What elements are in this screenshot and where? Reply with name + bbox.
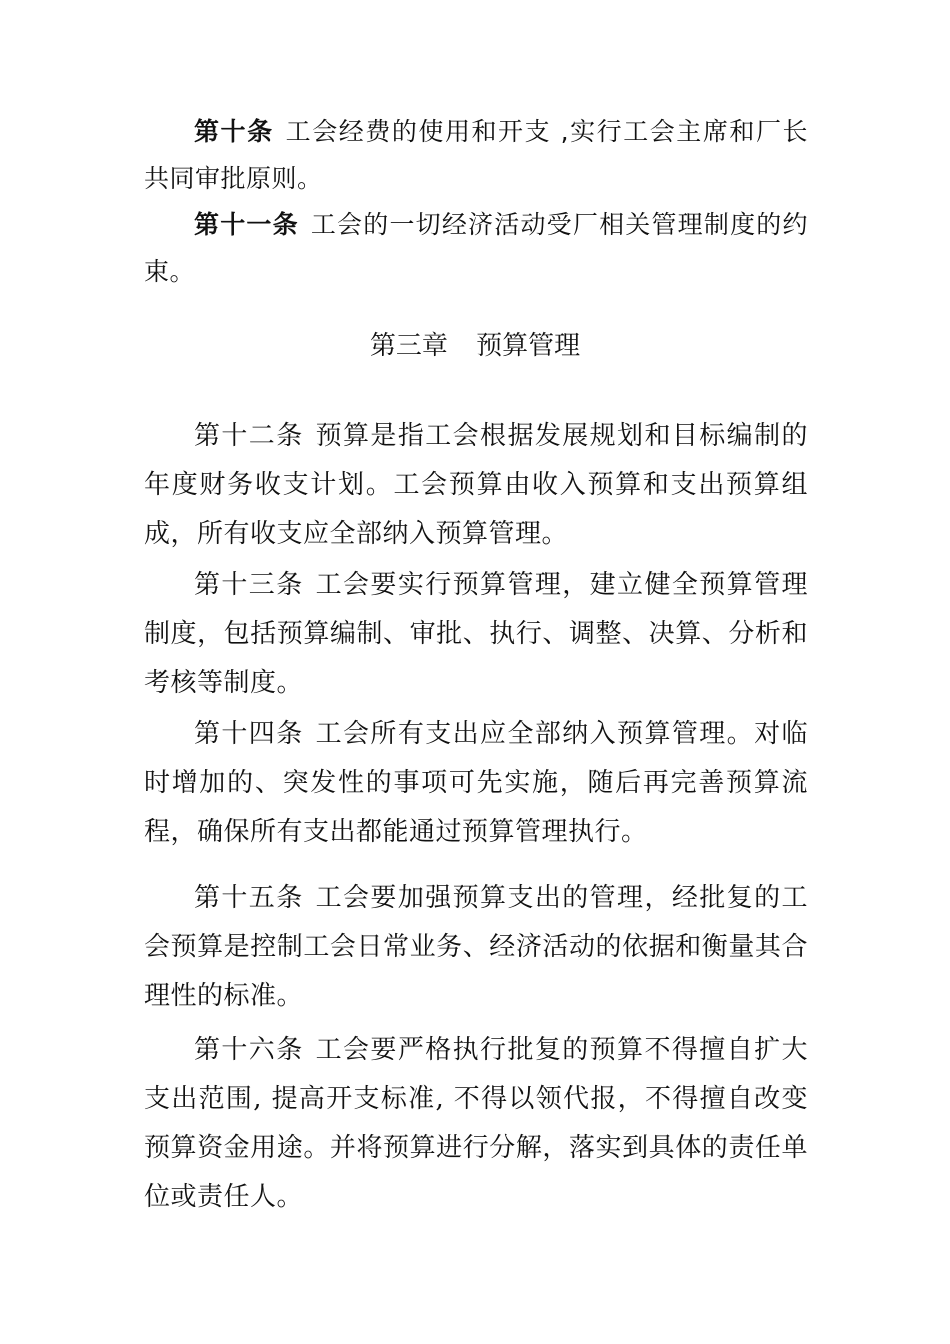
article-text: 预算是指工会根据发展规划和目标编制的年度财务收支计划。工会预算由收入预算和支出预算组成，所有收支应全部纳入预算管理。 xyxy=(144,421,808,549)
article-13 xyxy=(144,561,808,708)
article-number: 第十条 xyxy=(194,117,274,146)
article-text: 工会经费的使用和开支 ,实行工会主席和厂长共同审批原则。 xyxy=(144,117,808,193)
article-text: 工会要实行预算管理，建立健全预算管理制度，包括预算编制、审批、执行、调整、决算、分析和考核等制度。 xyxy=(144,570,808,698)
article-15 xyxy=(144,874,808,1021)
article-16 xyxy=(144,1026,808,1222)
article-11 xyxy=(144,201,808,295)
article-number: 第十二条 xyxy=(194,421,304,451)
article-number: 第十四条 xyxy=(194,719,304,749)
article-text: 工会要加强预算支出的管理，经批复的工会预算是控制工会日常业务、经济活动的依据和衡量其合理性的标准。 xyxy=(144,883,808,1011)
article-text: 工会要严格执行批复的预算不得擅自扩大支出范围, 提高开支标准, 不得以领代报，不得擅自改变预算资金用途。并将预算进行分解，落实到具体的责任单位或责任人。 xyxy=(144,1035,808,1212)
article-text: 工会的一切经济活动受厂相关管理制度的约束。 xyxy=(144,210,808,286)
article-number: 第十三条 xyxy=(194,570,304,600)
article-number: 第十五条 xyxy=(194,883,304,913)
article-text: 工会所有支出应全部纳入预算管理。对临时增加的、突发性的事项可先实施，随后再完善预算流程，确保所有支出都能通过预算管理执行。 xyxy=(144,719,808,847)
article-number: 第十一条 xyxy=(194,210,299,239)
article-14 xyxy=(144,710,808,857)
chapter-heading: 第三章 预算管理 xyxy=(369,331,581,361)
article-10 xyxy=(144,108,808,202)
article-number: 第十六条 xyxy=(194,1035,304,1065)
article-12 xyxy=(144,412,808,559)
